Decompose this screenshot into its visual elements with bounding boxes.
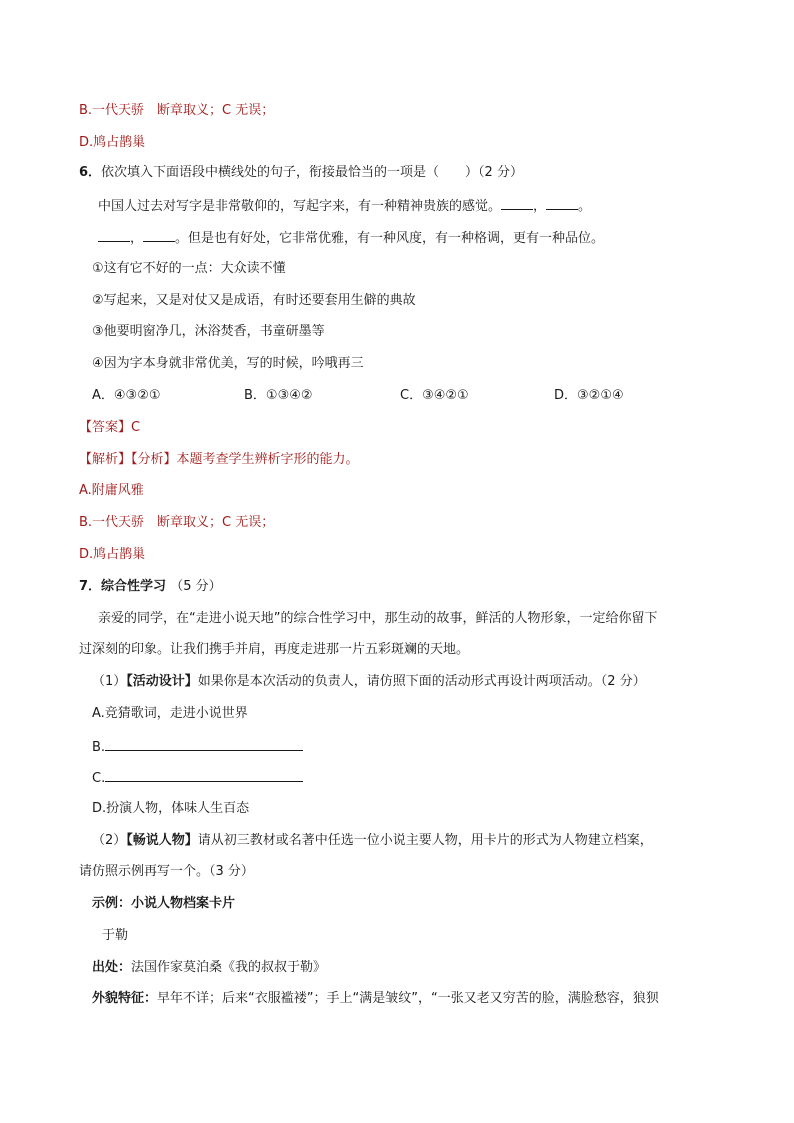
q7-sub2-line1 (92, 831, 653, 851)
q6-stem (79, 163, 523, 183)
q6-blank-2[interactable] (546, 195, 578, 210)
q6-analysis-d: D.鸠占鹊巢 (79, 547, 146, 562)
answer-value: C (131, 420, 141, 435)
q6-answer (79, 418, 140, 438)
q6-analysis-a: A.附庸风雅 (79, 483, 144, 498)
q7-sub2-line2: 请仿照示例再写一个。（3 分） (79, 864, 254, 879)
q6-item-1: ①这有它不好的一点：大众读不懂 (92, 261, 286, 276)
sub1-tag: 【活动设计】 (126, 674, 198, 689)
activity-a: A.竞猜歌词，走进小说世界 (92, 706, 248, 721)
q7-title: 综合性学习 (101, 579, 167, 594)
prev-analysis-d: D.鸠占鹊巢 (79, 135, 146, 150)
example-source (92, 958, 326, 978)
q6-sep-1: ， (533, 199, 547, 214)
activity-b (92, 736, 303, 758)
q6-paragraph-line2 (98, 227, 604, 249)
appearance-label: 外貌特征： (92, 991, 158, 1006)
q6-item-3: ③他要明窗净几，沐浴焚香，书童研墨等 (92, 324, 325, 339)
q6-analysis-b: B.一代天骄 断章取义；C 无误； (79, 515, 275, 530)
appearance-text: 早年不详；后来“衣服褴褛”；手上“满是皱纹”，“一张又老又穷苦的脸，满脸愁容，狼狈 (157, 991, 659, 1006)
answer-label: 【答案】 (79, 420, 132, 435)
q6-para2-text: 。但是也有好处，它非常优雅，有一种风度，有一种格调，更有一种品位。 (175, 231, 605, 246)
q6-end-dot: 。 (578, 199, 592, 214)
example-name: 于勒 (102, 928, 129, 943)
q6-para1-text: 中国人过去对写字是非常敬仰的，写起字来，有一种精神贵族的感觉。 (98, 199, 502, 214)
q6-stem-text: 依次填入下面语段中横线处的句子，衔接最恰当的一项是（ ）（2 分） (101, 165, 523, 180)
q6-sep-2: ， (130, 231, 144, 246)
q6-option-b[interactable]: B．①③④② (244, 388, 313, 403)
activity-b-blank[interactable] (105, 736, 303, 751)
q6-paragraph-line1 (98, 195, 591, 217)
example-title: 示例：小说人物档案卡片 (92, 896, 236, 911)
activity-b-label: B. (92, 740, 106, 755)
q6-option-c[interactable]: C．③④②① (400, 388, 469, 403)
analysis-text: 本题考查学生辨析字形的能力。 (176, 452, 359, 467)
q6-option-d[interactable]: D．③②①④ (554, 388, 624, 403)
q7-score: （5 分） (170, 579, 222, 594)
activity-c (92, 767, 303, 789)
activity-c-label: C. (92, 771, 106, 786)
prev-analysis-b: B.一代天骄 断章取义；C 无误； (79, 103, 275, 118)
source-text: 法国作家莫泊桑《我的叔叔于勒》 (131, 960, 327, 975)
q7-intro-line1: 亲爱的同学，在“走进小说天地”的综合性学习中，那生动的故事，鲜活的人物形象，一定给你留下 (98, 611, 658, 626)
q6-number: 6． (79, 165, 102, 180)
q6-blank-3[interactable] (98, 227, 130, 242)
sub2-tag: 【畅说人物】 (126, 833, 198, 848)
q6-analysis (79, 450, 359, 470)
q7-sub1 (92, 672, 646, 692)
q6-item-2: ②写起来，又是对仗又是成语，有时还要套用生僻的典故 (92, 293, 416, 308)
q7-number: 7． (79, 579, 102, 594)
analysis-label: 【解析】【分析】 (79, 452, 177, 467)
activity-c-blank[interactable] (105, 767, 303, 782)
q6-blank-1[interactable] (501, 195, 533, 210)
source-label: 出处： (92, 960, 132, 975)
activity-d: D.扮演人物，体味人生百态 (92, 801, 250, 816)
example-appearance (92, 989, 659, 1009)
sub1-text: 如果你是本次活动的负责人，请仿照下面的活动形式再设计两项活动。（2 分） (197, 674, 646, 689)
q7-heading (79, 577, 222, 597)
q6-item-4: ④因为字本身就非常优美，写的时候，吟哦再三 (92, 356, 364, 371)
q7-intro-line2: 过深刻的印象。让我们携手并肩，再度走进那一片五彩斑斓的天地。 (79, 642, 470, 657)
sub2-text-1: 请从初三教材或名著中任选一位小说主要人物，用卡片的形式为人物建立档案， (197, 833, 653, 848)
q6-option-a[interactable]: A．④③②① (92, 388, 161, 403)
q6-blank-4[interactable] (143, 227, 175, 242)
sub2-number: （2） (92, 833, 127, 848)
sub1-number: （1） (92, 674, 127, 689)
